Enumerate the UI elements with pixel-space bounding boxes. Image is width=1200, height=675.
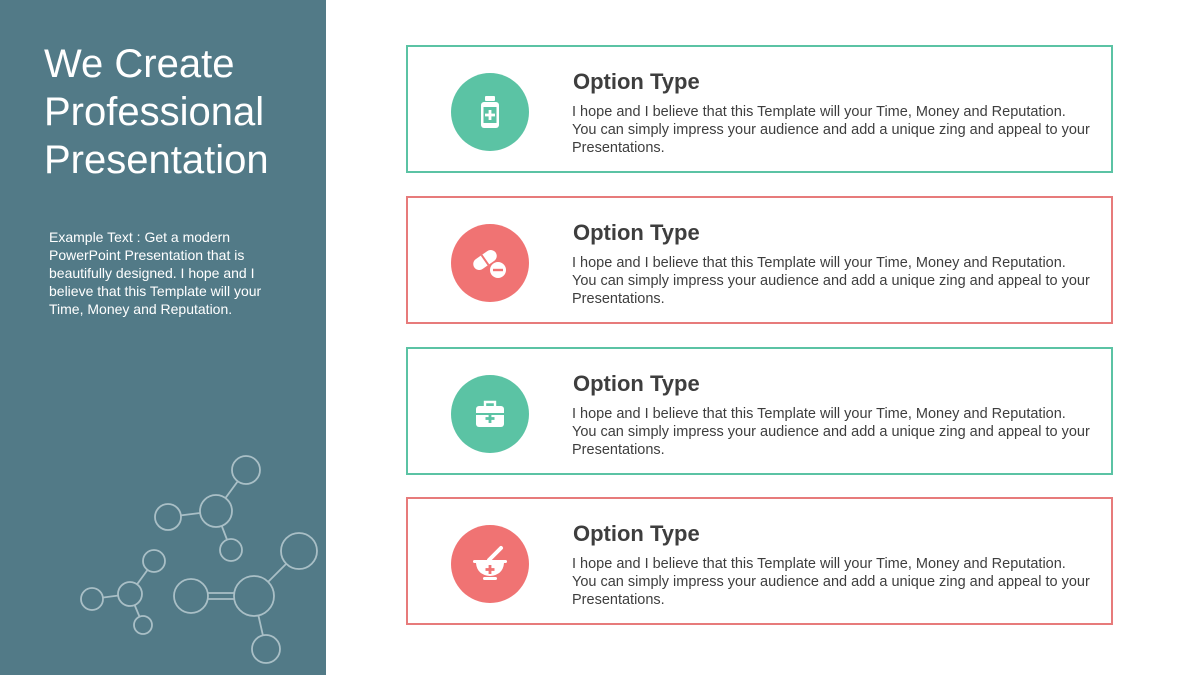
- pills-icon: [468, 241, 512, 285]
- medicine-bottle-icon: [470, 92, 510, 132]
- option-card-1: [406, 45, 1113, 173]
- mortar-pestle-icon: [468, 542, 512, 586]
- first-aid-kit-icon: [470, 394, 510, 434]
- title-line-2: Professional: [44, 90, 265, 134]
- option-3-title: Option Type: [573, 371, 700, 396]
- option-1-title: Option Type: [573, 69, 700, 94]
- title-line-3: Presentation: [44, 138, 269, 182]
- sidebar-panel: [0, 0, 326, 675]
- option-card-4: [406, 497, 1113, 625]
- option-2-body: I hope and I believe that this Template will your Time, Money and Reputation. You can simply impress your audience and add a unique zing and appeal to your Presentations.: [572, 255, 1090, 307]
- option-3-icon-circle: [451, 375, 529, 453]
- title-line-1: We Create: [44, 42, 235, 86]
- option-2-icon-circle: [451, 224, 529, 302]
- option-1-icon-circle: [451, 73, 529, 151]
- option-card-2: [406, 196, 1113, 324]
- molecule-decoration-icon: [0, 440, 326, 675]
- sidebar-description: Example Text : Get a modern PowerPoint Presentation that is beautifully designed. I hope and I believe that this Template will your Time, Money and Reputation.: [49, 229, 262, 317]
- option-4-body: I hope and I believe that this Template will your Time, Money and Reputation. You can simply impress your audience and add a unique zing and appeal to your Presentations.: [572, 556, 1090, 608]
- option-4-icon-circle: [451, 525, 529, 603]
- option-2-title: Option Type: [573, 220, 700, 245]
- slide-title: [44, 40, 314, 184]
- option-1-body: I hope and I believe that this Template will your Time, Money and Reputation. You can simply impress your audience and add a unique zing and appeal to your Presentations.: [572, 104, 1090, 156]
- option-card-3: [406, 347, 1113, 475]
- option-3-body: I hope and I believe that this Template will your Time, Money and Reputation. You can simply impress your audience and add a unique zing and appeal to your Presentations.: [572, 406, 1090, 458]
- option-4-title: Option Type: [573, 521, 700, 546]
